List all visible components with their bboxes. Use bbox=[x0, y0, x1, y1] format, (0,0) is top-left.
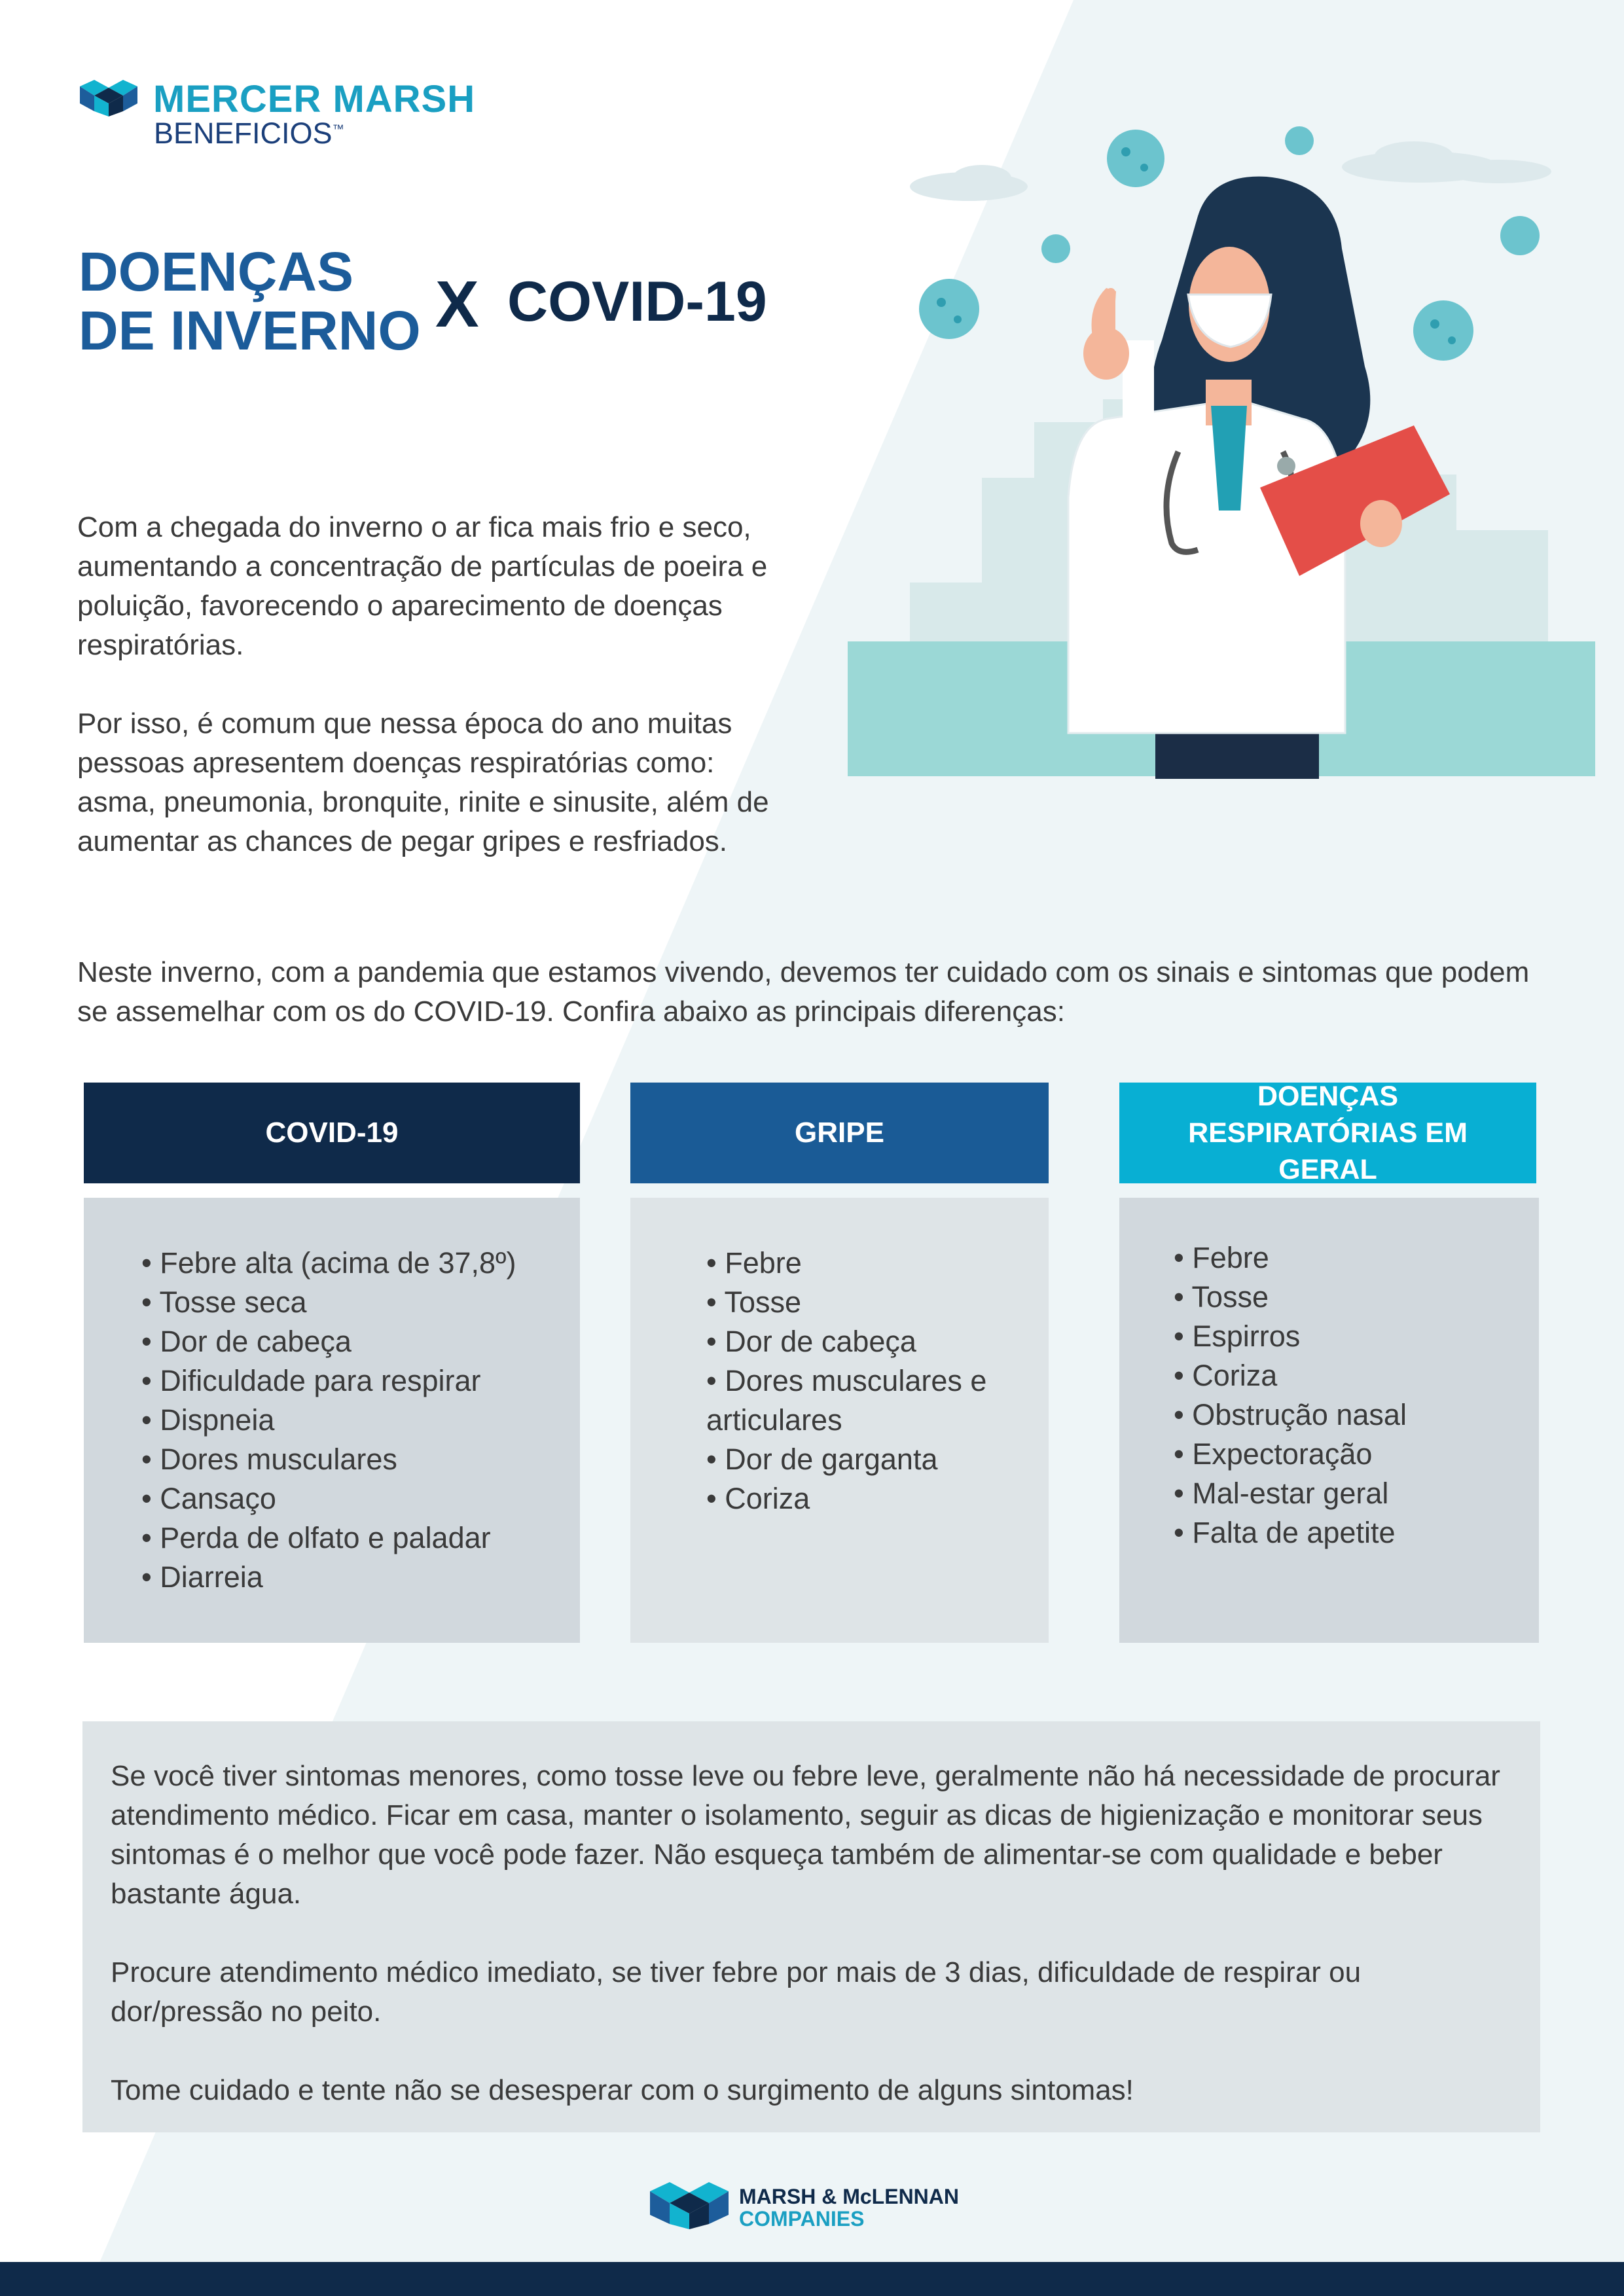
symptom-list-respiratory bbox=[1174, 1238, 1527, 1552]
list-item: • Tosse seca bbox=[141, 1285, 307, 1319]
list-item: • Obstrução nasal bbox=[1174, 1398, 1407, 1431]
list-item: • Cansaço bbox=[141, 1482, 276, 1515]
mercer-marsh-mark-icon bbox=[80, 80, 137, 117]
list-item: • Perda de olfato e paladar bbox=[141, 1521, 491, 1554]
column-header-covid: COVID-19 bbox=[84, 1083, 580, 1183]
list-item: • Coriza bbox=[706, 1482, 810, 1515]
list-item: • Falta de apetite bbox=[1174, 1516, 1396, 1549]
list-item: • Tosse bbox=[1174, 1280, 1269, 1314]
column-panel-covid bbox=[84, 1198, 580, 1643]
list-item: • Mal-estar geral bbox=[1174, 1477, 1389, 1510]
advice-paragraph-1: Se você tiver sintomas menores, como tosse leve ou febre leve, geralmente não há necessidade de procurar atendimento médico. Ficar em casa, manter o isolamento, seguir as dicas de higienização e monitorar seus sintomas é o melhor que você pode fazer. Não esqueça também de alimentar-se com qualidade e beber bastante água. bbox=[111, 1760, 1500, 1910]
brand-name: MERCER MARSH bbox=[153, 78, 476, 120]
marsh-mclennan-mark-icon bbox=[650, 2182, 729, 2229]
list-item: • Expectoração bbox=[1174, 1437, 1373, 1471]
list-item: • Febre alta (acima de 37,8º) bbox=[141, 1246, 516, 1280]
list-item: • Dor de garganta bbox=[706, 1443, 938, 1476]
column-header-gripe: GRIPE bbox=[630, 1083, 1049, 1183]
list-item: • Dificuldade para respirar bbox=[141, 1364, 481, 1397]
list-item: • Diarreia bbox=[141, 1560, 263, 1594]
bottom-bar bbox=[0, 2262, 1624, 2296]
footer-brand-line2: COMPANIES bbox=[739, 2207, 865, 2231]
list-item: • Dispneia bbox=[141, 1403, 275, 1437]
column-header-respiratory: DOENÇAS RESPIRATÓRIAS EM GERAL bbox=[1119, 1083, 1536, 1183]
brand-subname: BENEFICIOS™ bbox=[154, 117, 344, 150]
advice-paragraph-2: Procure atendimento médico imediato, se tiver febre por mais de 3 dias, dificuldade de respirar ou dor/pressão no peito. bbox=[111, 1956, 1362, 2028]
list-item: • Coriza bbox=[1174, 1359, 1278, 1392]
page-title-main: DOENÇAS DE INVERNO bbox=[79, 241, 421, 361]
column-panel-gripe bbox=[630, 1198, 1049, 1643]
intro-paragraph-2: Por isso, é comum que nessa época do ano muitas pessoas apresentem doenças respiratórias como: asma, pneumonia, bronquite, rinite e sinusite, além de aumentar as chances de pegar gripes e resfriados. bbox=[77, 708, 769, 857]
advice-paragraph-3: Tome cuidado e tente não se desesperar com o surgimento de alguns sintomas! bbox=[111, 2074, 1134, 2106]
list-item: • Dor de cabeça bbox=[141, 1325, 352, 1358]
advice-box bbox=[82, 1721, 1540, 2132]
intro-paragraph-1: Com a chegada do inverno o ar fica mais frio e seco, aumentando a concentração de partículas de poeira e poluição, favorecendo o aparecimento de doenças respiratórias. bbox=[77, 511, 768, 661]
column-panel-respiratory bbox=[1119, 1198, 1539, 1643]
intro-paragraph-3: Neste inverno, com a pandemia que estamos vivendo, devemos ter cuidado com os sinais e sintomas que podem se assemelhar com os do COVID-19. Confira abaixo as principais diferenças: bbox=[77, 956, 1530, 1028]
title-separator: X bbox=[435, 268, 479, 341]
list-item: • Espirros bbox=[1174, 1319, 1301, 1353]
list-item: • Tosse bbox=[706, 1285, 801, 1319]
list-item: • Dores musculares e articulares bbox=[706, 1364, 987, 1437]
footer-brand-line1: MARSH & McLENNAN bbox=[739, 2185, 959, 2208]
list-item: • Dor de cabeça bbox=[706, 1325, 916, 1358]
mercer-marsh-logo bbox=[80, 77, 476, 156]
list-item: • Febre bbox=[1174, 1241, 1269, 1274]
symptom-list-gripe bbox=[706, 1244, 1034, 1518]
list-item: • Febre bbox=[706, 1246, 802, 1280]
symptom-list-covid bbox=[141, 1244, 560, 1597]
page-title-secondary: COVID-19 bbox=[507, 270, 767, 333]
marsh-mclennan-logo bbox=[650, 2182, 1017, 2232]
list-item: • Dores musculares bbox=[141, 1443, 397, 1476]
